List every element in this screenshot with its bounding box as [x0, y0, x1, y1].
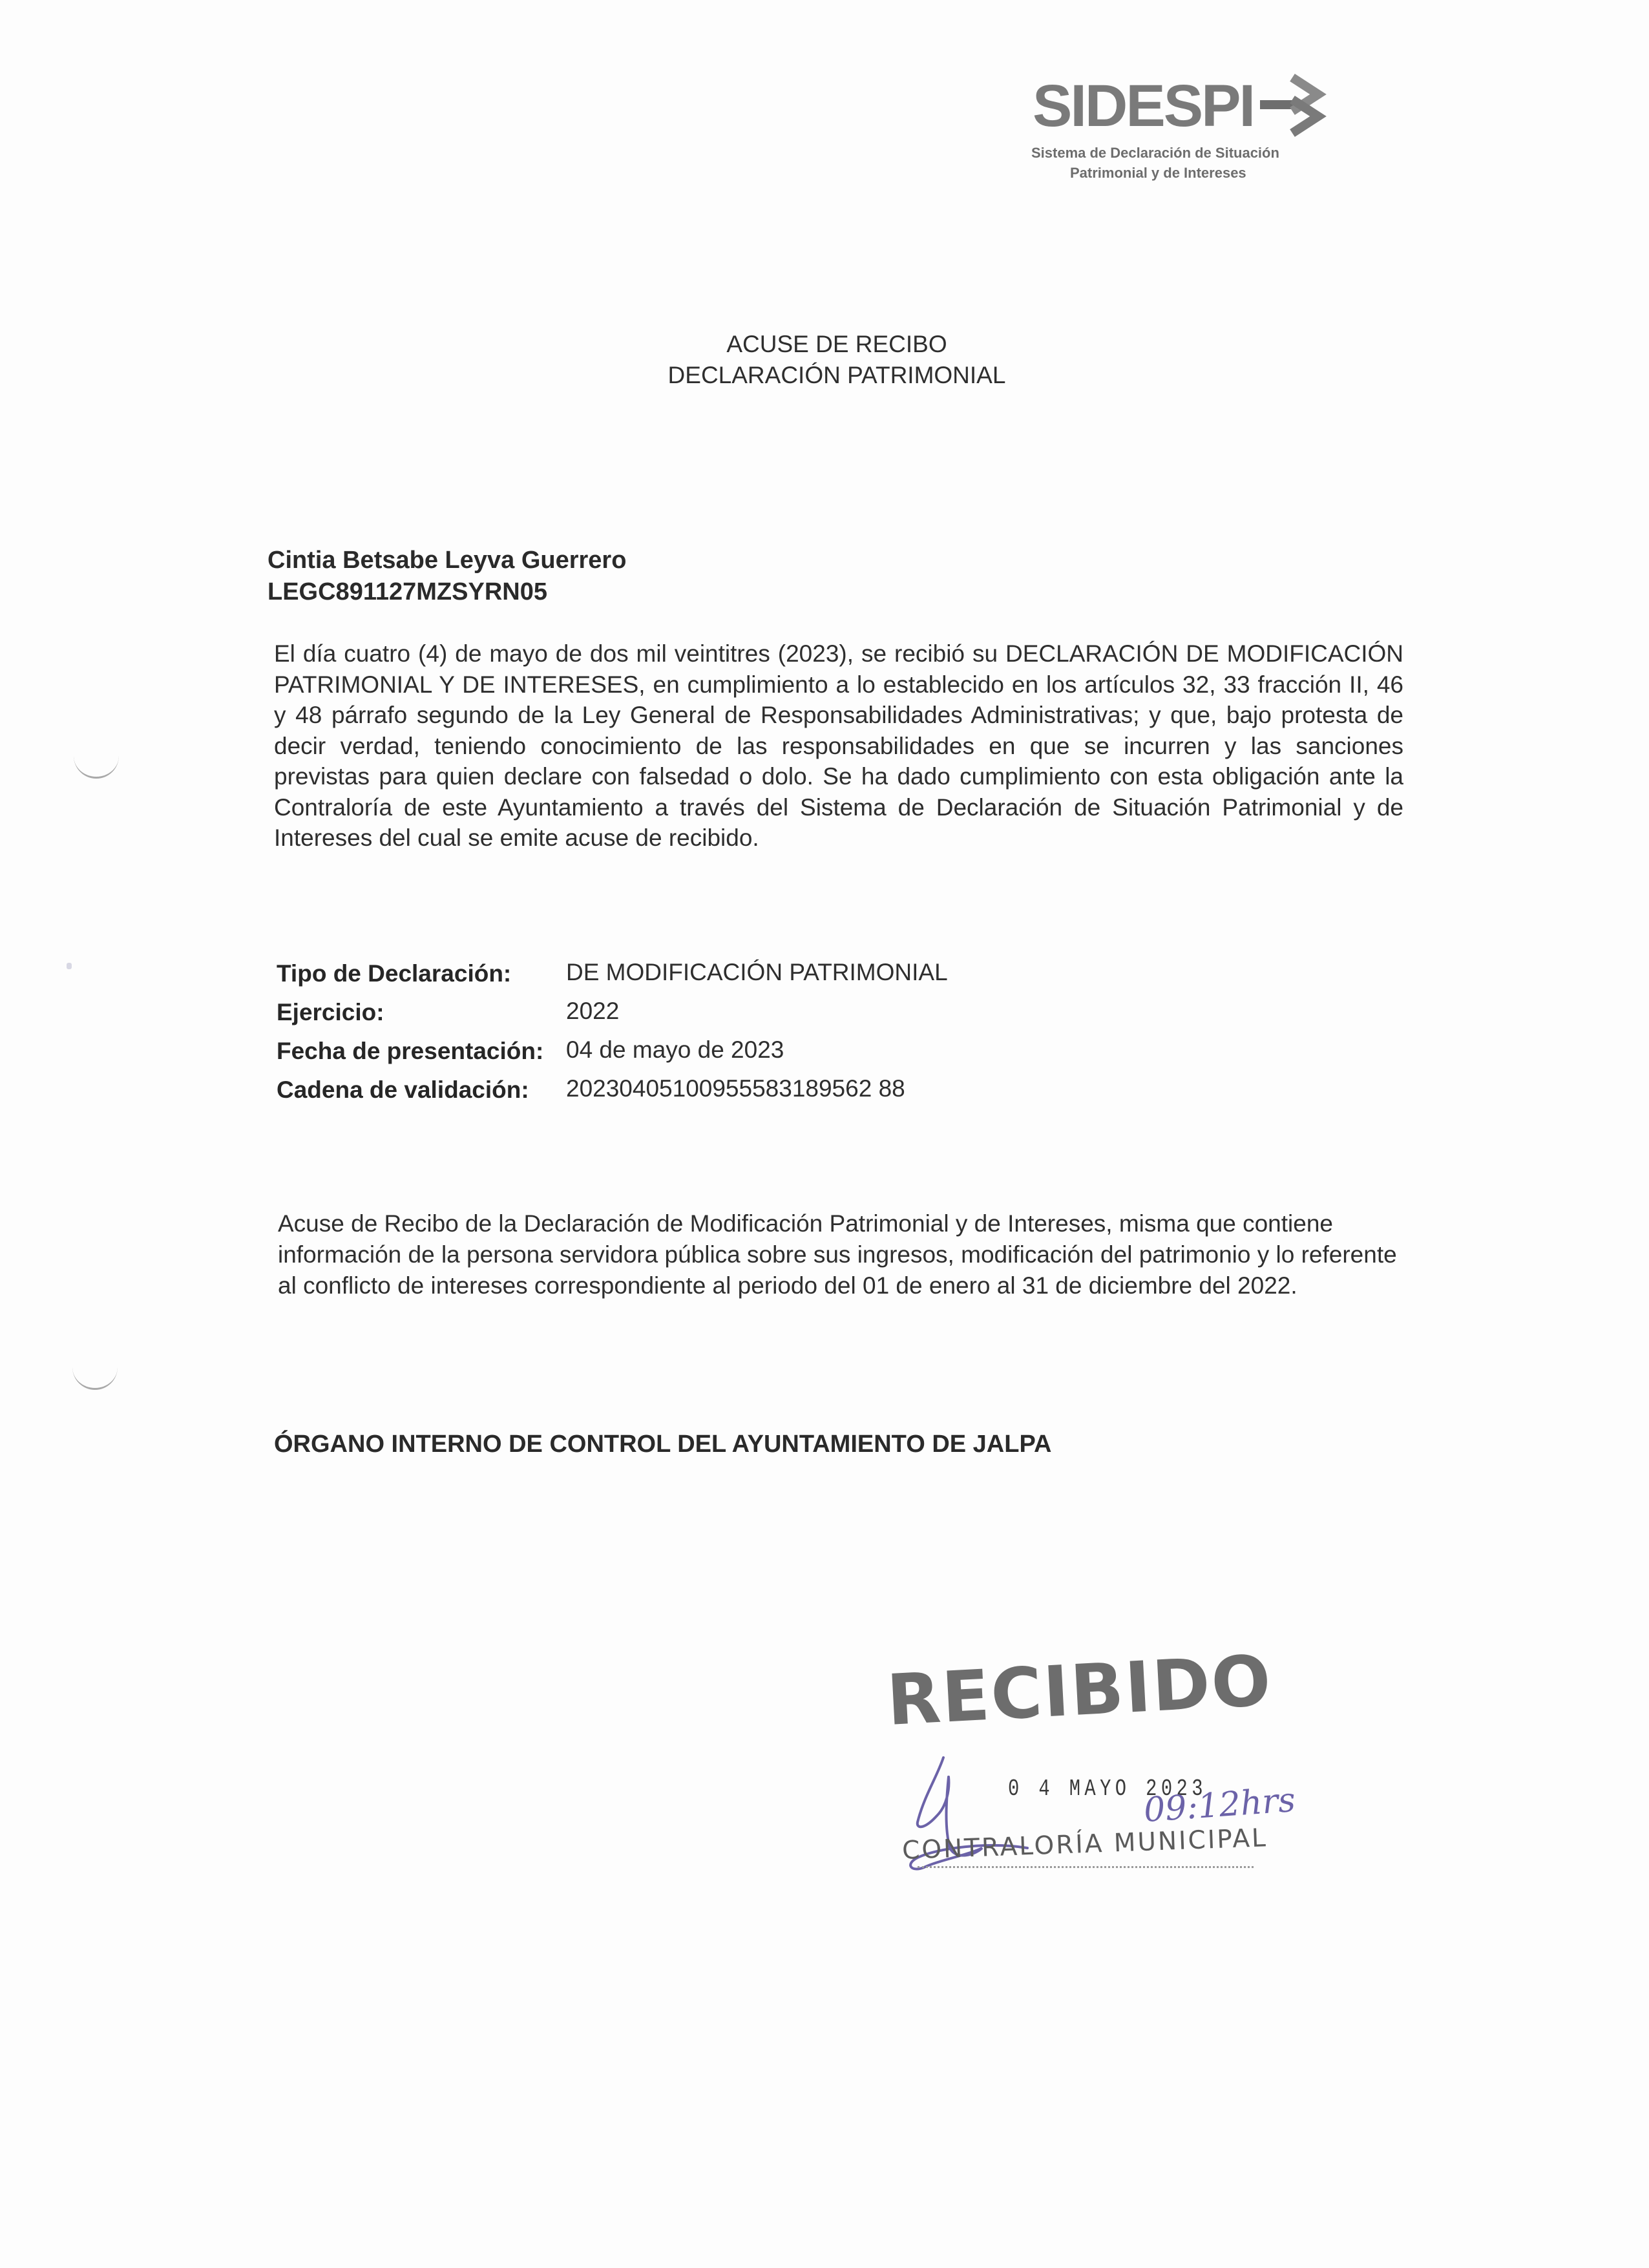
logo-subtitle-line2: Patrimonial y de Intereses [1070, 165, 1246, 181]
arrows-icon [1254, 66, 1338, 143]
detail-value: 20230405100955583189562 88 [566, 1075, 905, 1102]
document-title: ACUSE DE RECIBO [726, 331, 947, 357]
stamp-faded-line [918, 1866, 1254, 1870]
stamp-time: 09:12hrs [1142, 1780, 1297, 1831]
detail-row-type [277, 960, 1181, 999]
document-subtitle: DECLARACIÓN PATRIMONIAL [667, 362, 1006, 388]
detail-label: Cadena de validación: [277, 1076, 529, 1103]
received-stamp [872, 1640, 1297, 1893]
stamp-office: CONTRALORÍA MUNICIPAL [901, 1823, 1268, 1865]
detail-row-validation [277, 1076, 1181, 1115]
punch-hole-mark [74, 753, 119, 779]
logo-wordmark: SIDESPI [1033, 73, 1254, 139]
punch-hole-mark [72, 1365, 118, 1390]
detail-row-year [277, 999, 1181, 1038]
scan-speck [67, 963, 72, 969]
stamp-date: 0 4 MAYO 2023 [1008, 1776, 1207, 1802]
stamp-word: RECIBIDO [885, 1640, 1274, 1741]
sidespi-logo [1027, 65, 1338, 187]
logo-subtitle-line1: Sistema de Declaración de Situación [1031, 145, 1279, 161]
detail-value: 2022 [566, 998, 620, 1024]
acknowledgement-paragraph: El día cuatro (4) de mayo de dos mil veintitres (2023), se recibió su DECLARACIÓN DE MODIFICACIÓN PATRIMONIAL Y DE INTERESES, en cumplimiento a lo establecido en los artículos 32, 33 fracción II, 46 y 48 párrafo segundo de la Ley General de Responsabilidades Administrativas; y que, bajo protesta de decir verdad, teniendo conocimiento de las responsabilidades en que se incurren y las sanciones previstas para quien declare con falsedad o dolo. Se ha dado cumplimiento con esta obligación ante la Contraloría de este Ayuntamiento a través del Sistema de Declaración de Situación Patrimonial y de Intereses del cual se emite acuse de recibido. [274, 640, 1403, 851]
detail-value: DE MODIFICACIÓN PATRIMONIAL [566, 959, 948, 985]
detail-value: 04 de mayo de 2023 [566, 1036, 784, 1063]
detail-label: Fecha de presentación: [277, 1038, 544, 1064]
summary-paragraph: Acuse de Recibo de la Declaración de Modificación Patrimonial y de Intereses, misma que contiene información de la persona servidora pública sobre sus ingresos, modificación del patrimonio y lo referente al conflicto de intereses correspondiente al periodo del 01 de enero al 31 de diciembre del 2022. [278, 1210, 1397, 1299]
detail-label: Tipo de Declaración: [277, 960, 512, 987]
recipient-id: LEGC891127MZSYRN05 [268, 578, 547, 605]
issuing-organization: ÓRGANO INTERNO DE CONTROL DEL AYUNTAMIENTO DE JALPA [274, 1431, 1052, 1458]
detail-label: Ejercicio: [277, 999, 384, 1025]
detail-row-date [277, 1038, 1181, 1076]
recipient-name: Cintia Betsabe Leyva Guerrero [268, 547, 627, 574]
declaration-details [277, 960, 1181, 1115]
